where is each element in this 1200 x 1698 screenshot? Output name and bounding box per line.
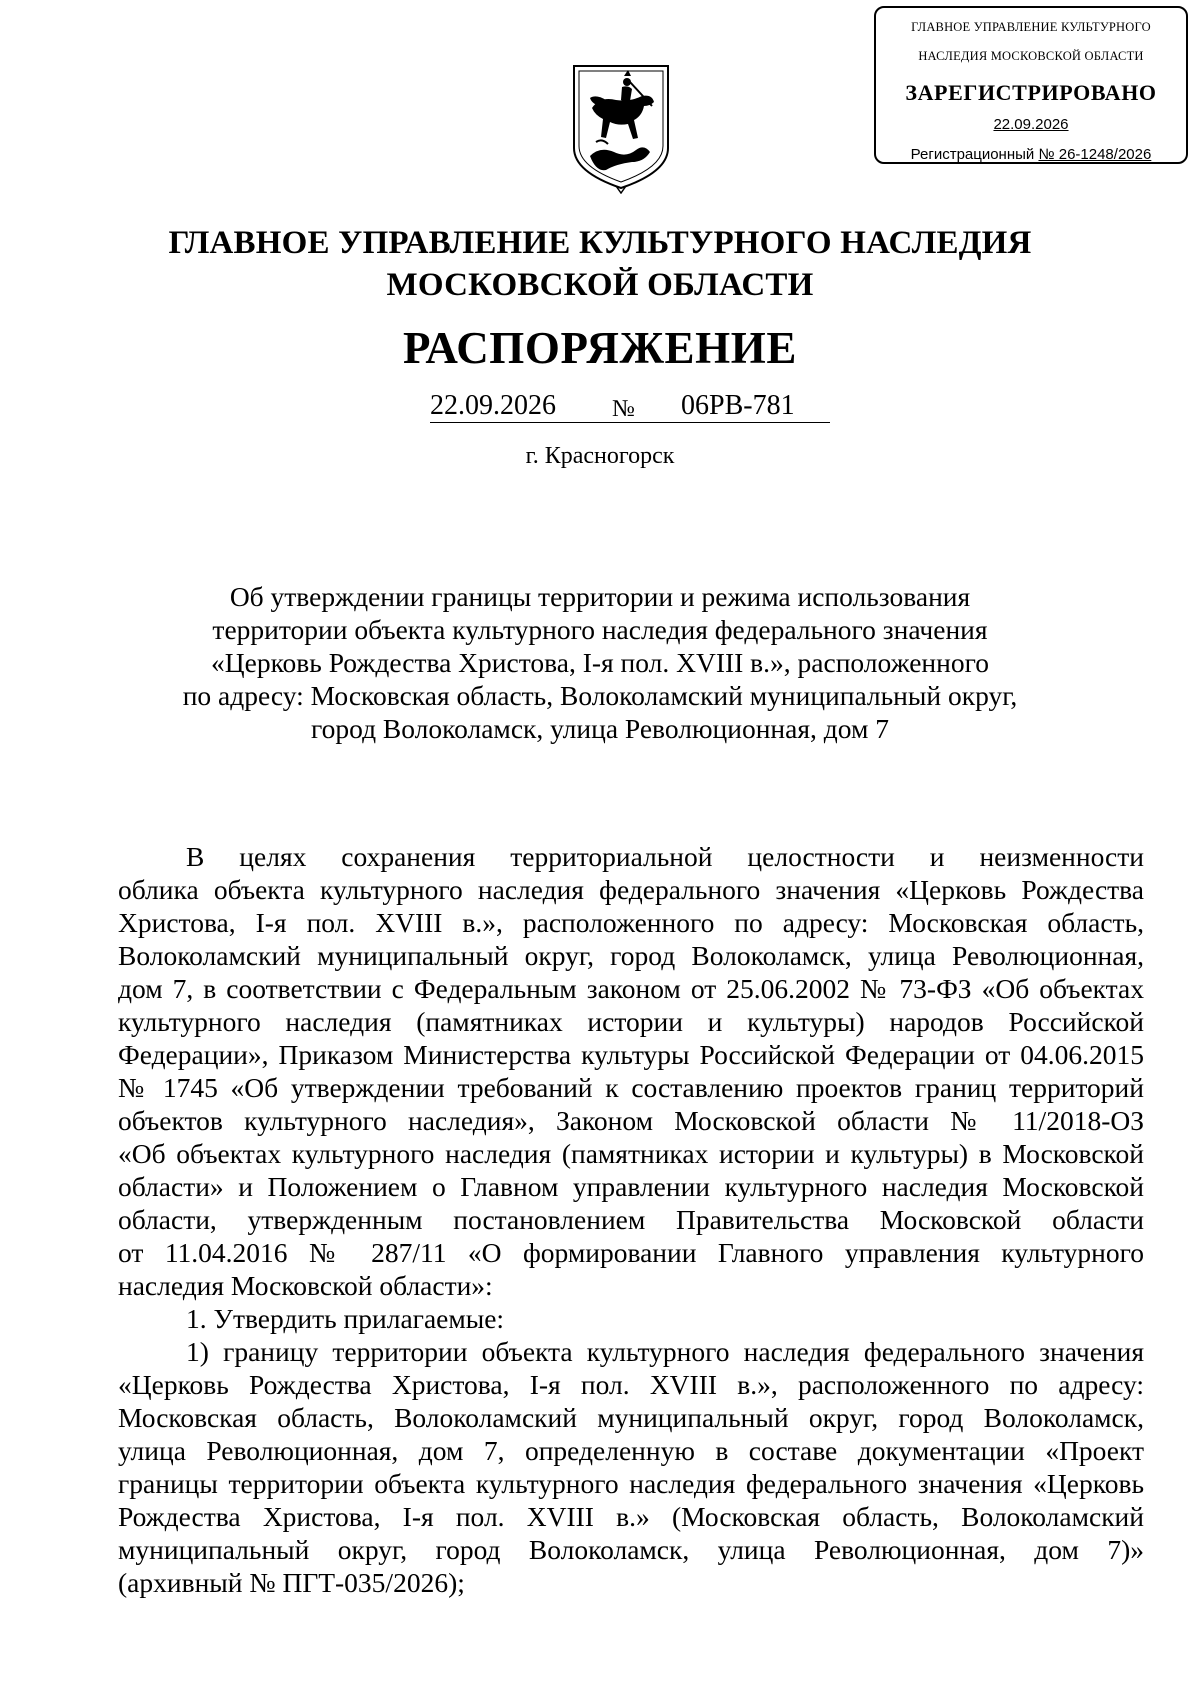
- body-line: области» и Положением о Главном управлении культурного наследия Московской: [118, 1171, 1144, 1202]
- body-line: культурного наследия (памятниках истории и культуры) народов Российской: [118, 1006, 1144, 1037]
- body-line: 1) границу территории объекта культурного наследия федерального значения: [186, 1336, 1144, 1367]
- document-body: [118, 840, 1144, 1599]
- body-line: объектов культурного наследия», Законом Московской области № 11/2018-ОЗ: [118, 1105, 1144, 1136]
- stamp-date-wrap: [876, 116, 1186, 133]
- body-line: облика объекта культурного наследия федерального значения «Церковь Рождества: [118, 874, 1144, 905]
- moscow-region-coat-of-arms-icon: [566, 60, 676, 194]
- body-line: дом 7, в соответствии с Федеральным законом от 25.06.2002 № 73-ФЗ «Об объектах: [118, 973, 1144, 1004]
- registration-stamp: [874, 6, 1188, 164]
- subject-line: Об утверждении границы территории и режима использования: [229, 581, 971, 612]
- document-type: РАСПОРЯЖЕНИЕ: [403, 323, 797, 373]
- body-line: В целях сохранения территориальной целостности и неизменности: [186, 841, 1144, 872]
- stamp-title: ЗАРЕГИСТРИРОВАНО: [905, 80, 1157, 105]
- document-subject: [150, 580, 1050, 745]
- org-title-line-2: МОСКОВСКОЙ ОБЛАСТИ: [386, 267, 814, 303]
- stamp-registration: [876, 146, 1186, 163]
- body-line: области, утвержденным постановлением Правительства Московской области: [118, 1204, 1144, 1235]
- document-number: 06РВ-781: [681, 390, 795, 421]
- stamp-date: 22.09.2026: [993, 116, 1069, 133]
- subject-line: «Церковь Рождества Христова, I-я пол. XVIII в.», расположенного: [211, 647, 989, 678]
- number-sign: №: [612, 396, 635, 422]
- document-city: г. Красногорск: [525, 443, 675, 469]
- subject-line: по адресу: Московская область, Волоколамский муниципальный округ,: [182, 680, 1018, 711]
- stamp-org-line-1: ГЛАВНОЕ УПРАВЛЕНИЕ КУЛЬТУРНОГО: [911, 20, 1151, 34]
- stamp-org-line-2: НАСЛЕДИЯ МОСКОВСКОЙ ОБЛАСТИ: [918, 49, 1144, 63]
- body-line: муниципальный округ, город Волоколамск, улица Революционная, дом 7)»: [118, 1534, 1144, 1565]
- document-date: 22.09.2026: [430, 390, 556, 421]
- body-line: «Церковь Рождества Христова, I-я пол. XVIII в.», расположенного по адресу:: [118, 1369, 1144, 1400]
- body-line: «Об объектах культурного наследия (памятниках истории и культуры) в Московской: [118, 1138, 1144, 1169]
- body-line: улица Революционная, дом 7, определенную в составе документации «Проект: [118, 1435, 1144, 1466]
- body-line: 1. Утвердить прилагаемые:: [186, 1303, 505, 1334]
- body-line: наследия Московской области»:: [118, 1270, 493, 1301]
- stamp-reg-number: № 26-1248/2026: [1038, 146, 1152, 163]
- body-line: Московская область, Волоколамский муниципальный округ, город Волоколамск,: [118, 1402, 1144, 1433]
- subject-line: территории объекта культурного наследия федерального значения: [212, 614, 988, 645]
- body-line: Рождества Христова, I-я пол. XVIII в.» (Московская область, Волоколамский: [118, 1501, 1144, 1532]
- body-line: (архивный № ПГТ-035/2026);: [118, 1567, 465, 1598]
- body-line: от 11.04.2016 № 287/11 «О формировании Главного управления культурного: [118, 1237, 1144, 1268]
- date-number-underline: [430, 422, 830, 423]
- body-line: Христова, I-я пол. XVIII в.», расположенного по адресу: Московская область,: [118, 907, 1144, 938]
- stamp-reg-label: Регистрационный: [910, 146, 1035, 163]
- body-line: границы территории объекта культурного наследия федерального значения «Церковь: [118, 1468, 1144, 1499]
- body-line: Федерации», Приказом Министерства культуры Российской Федерации от 04.06.2015: [118, 1039, 1144, 1070]
- body-line: Волоколамский муниципальный округ, город Волоколамск, улица Революционная,: [118, 940, 1144, 971]
- body-line: № 1745 «Об утверждении требований к составлению проектов границ территорий: [118, 1072, 1144, 1103]
- org-title-line-1: ГЛАВНОЕ УПРАВЛЕНИЕ КУЛЬТУРНОГО НАСЛЕДИЯ: [168, 225, 1032, 261]
- subject-line: город Волоколамск, улица Революционная, дом 7: [311, 713, 889, 744]
